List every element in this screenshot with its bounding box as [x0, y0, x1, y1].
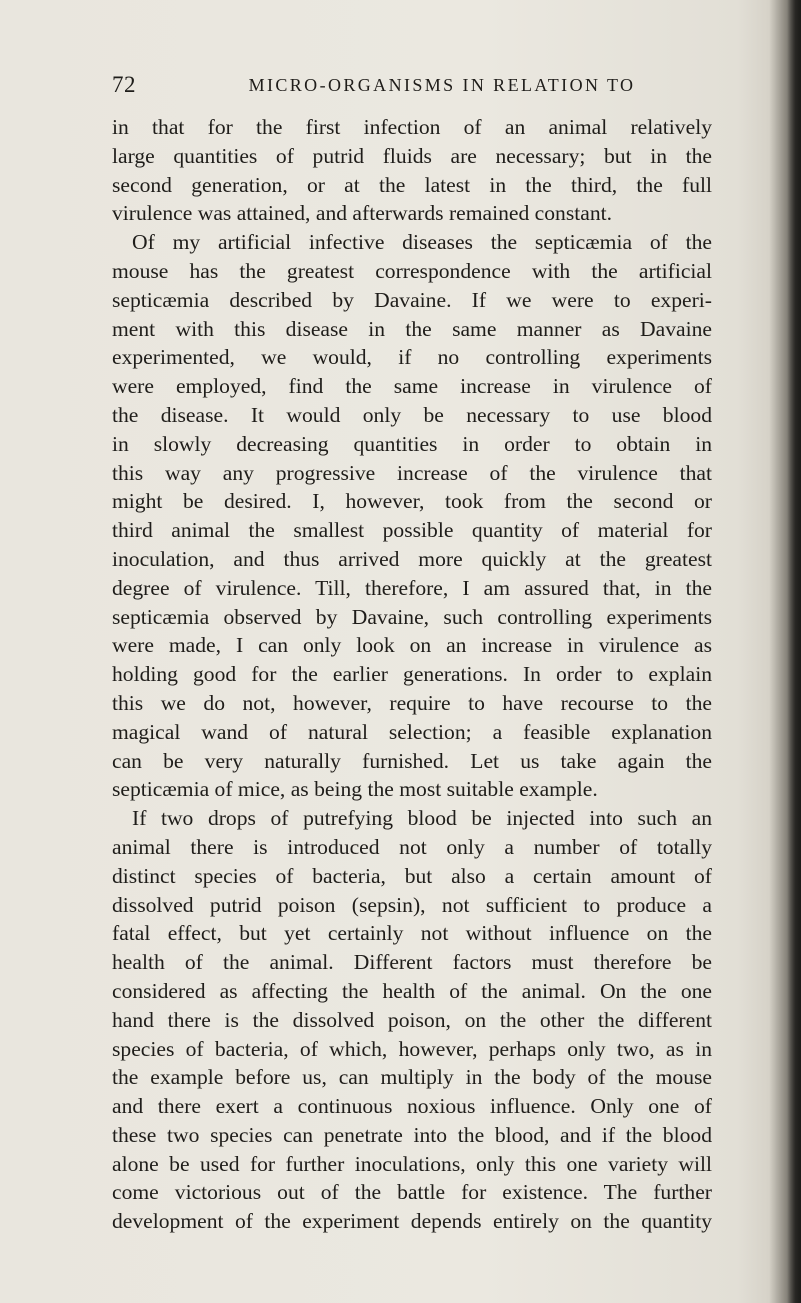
page-header — [112, 72, 712, 102]
text-line: dissolved putrid poison (sepsin), not sufficient to produce a — [112, 892, 712, 917]
text-line: distinct species of bacteria, but also a certain amount of — [112, 863, 712, 888]
text-line: were made, I can only look on an increase in virulence as — [112, 633, 712, 658]
text-line: septicæmia of mice, as being the most suitable example. — [112, 777, 598, 802]
running-head: MICRO-ORGANISMS IN RELATION TO — [248, 75, 636, 95]
text-line: third animal the smallest possible quantity of material for — [112, 518, 712, 543]
text-line: species of bacteria, of which, however, perhaps only two, as in — [112, 1036, 712, 1061]
text-line: second generation, or at the latest in the third, the full — [112, 172, 712, 197]
text-line: Of my artificial infective diseases the septicæmia of the — [132, 230, 712, 255]
text-line: animal there is introduced not only a number of totally — [112, 834, 712, 859]
text-line: septicæmia observed by Davaine, such controlling experiments — [112, 604, 712, 629]
text-line: this we do not, however, require to have recourse to the — [112, 690, 712, 715]
page-binding-edge — [787, 0, 801, 1303]
text-line: might be desired. I, however, took from the second or — [112, 489, 712, 514]
text-line: virulence was attained, and afterwards remained constant. — [112, 201, 613, 226]
text-line: large quantities of putrid fluids are necessary; but in the — [112, 143, 712, 168]
text-line: inoculation, and thus arrived more quickly at the greatest — [112, 546, 712, 571]
text-line: in that for the first infection of an animal relatively — [112, 115, 712, 139]
text-line: the example before us, can multiply in the body of the mouse — [112, 1065, 712, 1090]
text-line: were employed, find the same increase in virulence of — [112, 374, 712, 399]
text-line: considered as affecting the health of the animal. On the one — [112, 978, 712, 1003]
text-line: magical wand of natural selection; a feasible explanation — [112, 719, 712, 744]
text-line: development of the experiment depends entirely on the quantity — [112, 1209, 712, 1234]
text-line: septicæmia described by Davaine. If we were to experi- — [112, 287, 712, 312]
text-line: experimented, we would, if no controlling experiments — [112, 345, 712, 370]
text-line: can be very naturally furnished. Let us take again the — [112, 748, 712, 773]
text-line: the disease. It would only be necessary to use blood — [112, 402, 712, 427]
text-line: holding good for the earlier generations. In order to explain — [112, 662, 712, 687]
text-line: these two species can penetrate into the blood, and if the blood — [112, 1122, 712, 1147]
text-line: come victorious out of the battle for existence. The further — [112, 1180, 712, 1205]
body-text — [112, 113, 712, 1236]
text-line: alone be used for further inoculations, only this one variety will — [112, 1151, 712, 1176]
text-line: and there exert a continuous noxious influence. Only one of — [112, 1094, 712, 1119]
text-line: hand there is the dissolved poison, on the other the different — [112, 1007, 712, 1032]
text-line: health of the animal. Different factors must therefore be — [112, 950, 712, 975]
text-line: mouse has the greatest correspondence with the artificial — [112, 258, 712, 283]
text-line: degree of virulence. Till, therefore, I am assured that, in the — [112, 575, 712, 600]
text-line: in slowly decreasing quantities in order to obtain in — [112, 431, 712, 456]
text-line: If two drops of putrefying blood be injected into such an — [132, 806, 712, 831]
page-number: 72 — [112, 72, 136, 97]
text-line: ment with this disease in the same manner as Davaine — [112, 316, 712, 341]
text-line: this way any progressive increase of the virulence that — [112, 460, 712, 485]
text-line: fatal effect, but yet certainly not without influence on the — [112, 921, 712, 946]
